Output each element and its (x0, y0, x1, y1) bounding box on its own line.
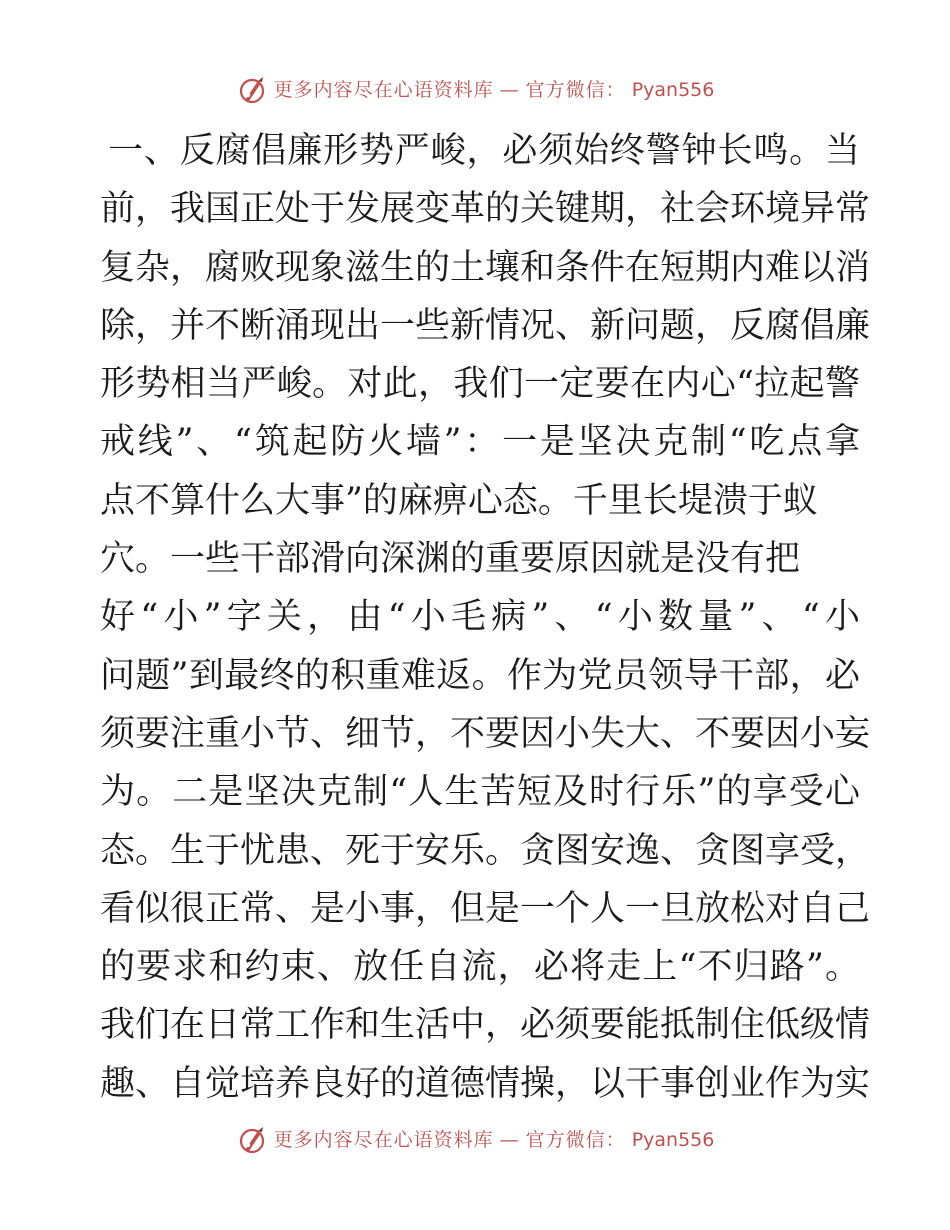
body-line: 趣、自觉培养良好的道德情操，以干事创业作为实 (100, 1063, 871, 1104)
watermark-handle: Pyan556 (631, 1129, 715, 1151)
quill-pen-logo-icon (236, 1124, 268, 1156)
body-line: 穴。一些干部滑向深渊的重要原因就是没有把 (100, 539, 801, 580)
document-body (100, 122, 871, 1113)
watermark-official: 官方微信： (525, 79, 626, 101)
body-line: 复杂，腐败现象滋生的土壤和条件在短期内难以消 (100, 247, 871, 288)
body-line: 问题”到最终的积重难返。作为党员领导干部，必 (100, 655, 860, 696)
header-watermark (0, 72, 950, 108)
body-line: 形势相当严峻。对此，我们一定要在内心“拉起警 (100, 364, 860, 405)
watermark-title: 更多内容尽在心语资料库 (273, 1129, 494, 1151)
body-line: 前，我国正处于发展变革的关键期，社会环境异常 (100, 189, 871, 230)
body-line: 一、反腐倡廉形势严峻，必须始终警钟长鸣。当 (108, 131, 860, 171)
body-line: 点不算什么大事”的麻痹心态。千里长堤溃于蚁 (100, 480, 818, 521)
watermark-separator: — (499, 1129, 520, 1151)
body-line: 戒线”、“筑起防火墙”：一是坚决克制“吃点拿 (100, 422, 860, 463)
body-line: 态。生于忧患、死于安乐。贪图安逸、贪图享受， (100, 830, 871, 871)
body-line: 我们在日常工作和生活中，必须要能抵制住低级情 (100, 1005, 871, 1046)
footer-watermark (0, 1122, 950, 1158)
watermark-separator: — (499, 79, 520, 101)
watermark-title: 更多内容尽在心语资料库 (273, 79, 494, 101)
watermark-official: 官方微信： (525, 1129, 626, 1151)
body-line: 看似很正常、是小事，但是一个人一旦放松对自己 (100, 888, 871, 929)
quill-pen-logo-icon (236, 74, 268, 106)
body-line: 好“小”字关，由“小毛病”、“小数量”、“小 (100, 597, 860, 638)
body-line: 须要注重小节、细节，不要因小失大、不要因小妄 (100, 713, 871, 754)
watermark-handle: Pyan556 (631, 79, 715, 101)
body-line: 除，并不断涌现出一些新情况、新问题，反腐倡廉 (100, 305, 871, 346)
body-line: 的要求和约束、放任自流，必将走上“不归路”。 (100, 947, 860, 988)
body-line: 为。二是坚决克制“人生苦短及时行乐”的享受心 (100, 772, 860, 813)
